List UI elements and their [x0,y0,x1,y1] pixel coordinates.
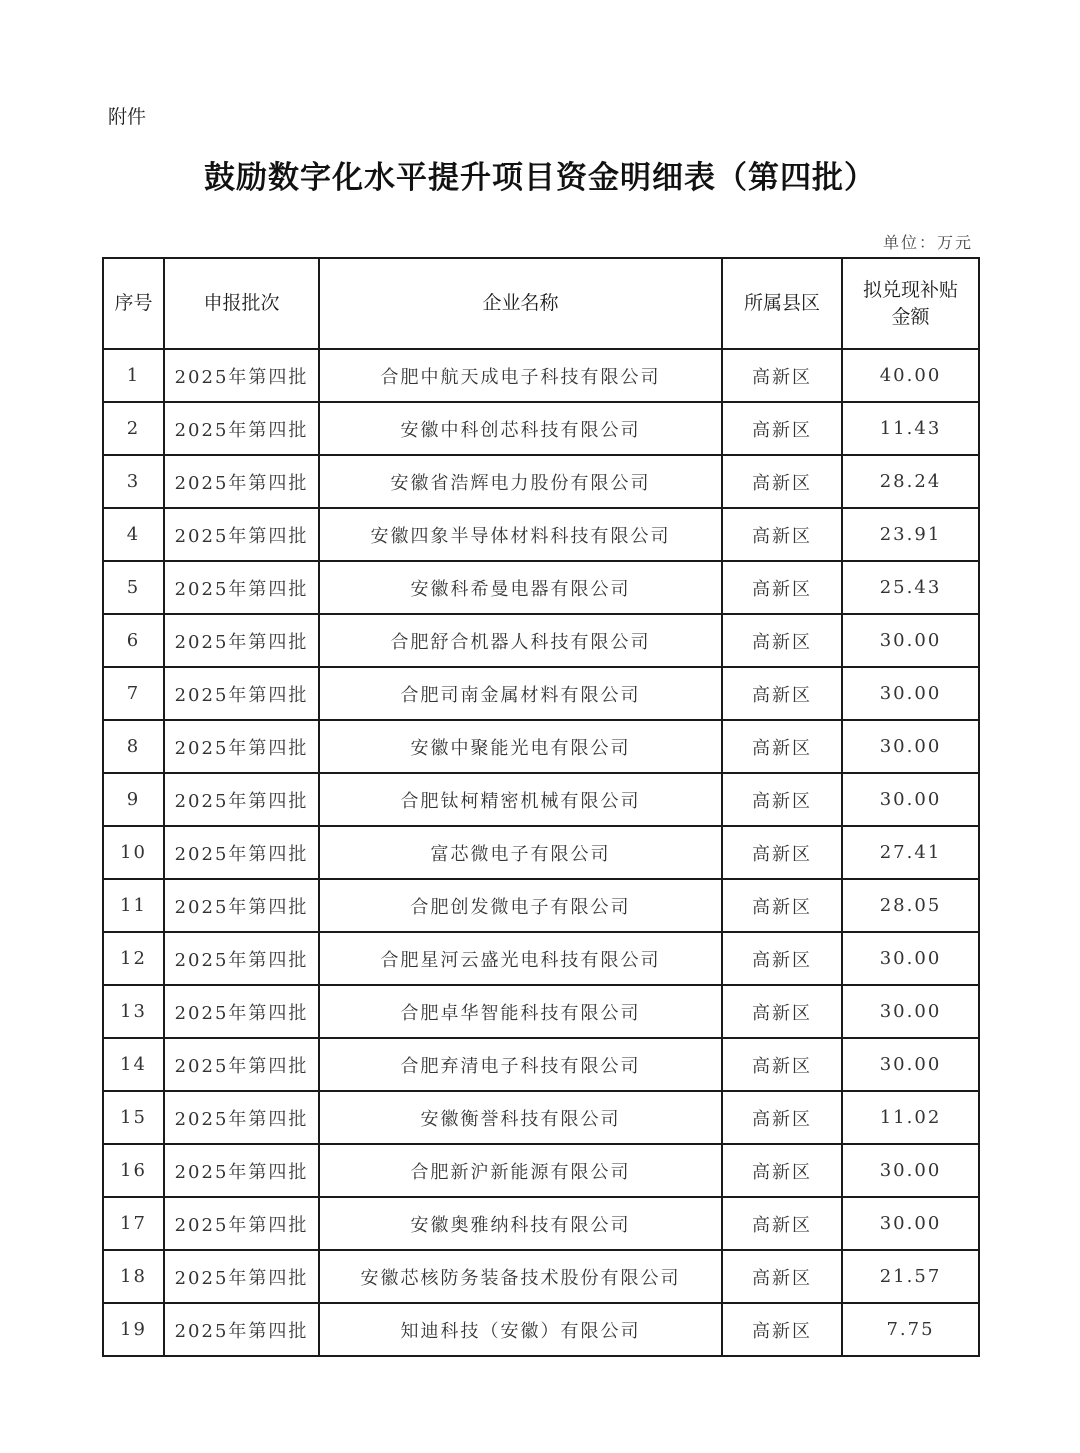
unit-label: 单位：万元 [882,233,973,252]
table-row [103,1303,979,1356]
cell-company: 富芯微电子有限公司 [319,826,722,879]
table-row [103,402,979,455]
table-row [103,985,979,1038]
cell-no: 9 [103,773,164,826]
cell-district: 高新区 [722,879,842,932]
cell-batch: 2025年第四批 [164,349,319,402]
cell-no: 18 [103,1250,164,1303]
funding-table [102,257,980,1357]
cell-batch: 2025年第四批 [164,1144,319,1197]
cell-amount: 30.00 [842,1038,979,1091]
cell-company: 安徽中科创芯科技有限公司 [319,402,722,455]
table-row [103,1038,979,1091]
cell-batch: 2025年第四批 [164,1197,319,1250]
cell-amount: 30.00 [842,932,979,985]
cell-company: 安徽芯核防务装备技术股份有限公司 [319,1250,722,1303]
table-row [103,720,979,773]
cell-no: 7 [103,667,164,720]
cell-batch: 2025年第四批 [164,826,319,879]
cell-district: 高新区 [722,1250,842,1303]
cell-company: 安徽中聚能光电有限公司 [319,720,722,773]
cell-amount: 27.41 [842,826,979,879]
header-company: 企业名称 [319,258,722,349]
cell-amount: 30.00 [842,1197,979,1250]
cell-batch: 2025年第四批 [164,508,319,561]
cell-batch: 2025年第四批 [164,720,319,773]
cell-amount: 30.00 [842,667,979,720]
cell-company: 安徽衡誉科技有限公司 [319,1091,722,1144]
cell-batch: 2025年第四批 [164,1303,319,1356]
cell-company: 合肥创发微电子有限公司 [319,879,722,932]
cell-district: 高新区 [722,826,842,879]
cell-batch: 2025年第四批 [164,561,319,614]
table-header-row [103,258,979,349]
cell-district: 高新区 [722,1303,842,1356]
table-body [103,349,979,1356]
table-row [103,1250,979,1303]
cell-no: 12 [103,932,164,985]
cell-amount: 21.57 [842,1250,979,1303]
cell-district: 高新区 [722,773,842,826]
cell-amount: 28.24 [842,455,979,508]
cell-batch: 2025年第四批 [164,1038,319,1091]
cell-no: 5 [103,561,164,614]
table-row [103,1144,979,1197]
cell-district: 高新区 [722,402,842,455]
cell-district: 高新区 [722,1091,842,1144]
cell-amount: 25.43 [842,561,979,614]
cell-district: 高新区 [722,1144,842,1197]
cell-amount: 30.00 [842,614,979,667]
cell-batch: 2025年第四批 [164,402,319,455]
cell-no: 14 [103,1038,164,1091]
cell-company: 合肥舒合机器人科技有限公司 [319,614,722,667]
cell-amount: 40.00 [842,349,979,402]
cell-no: 16 [103,1144,164,1197]
cell-company: 安徽奥雅纳科技有限公司 [319,1197,722,1250]
cell-no: 6 [103,614,164,667]
cell-no: 17 [103,1197,164,1250]
cell-company: 知迪科技（安徽）有限公司 [319,1303,722,1356]
cell-batch: 2025年第四批 [164,1250,319,1303]
table-row [103,1091,979,1144]
document-title: 鼓励数字化水平提升项目资金明细表（第四批） [204,160,876,196]
cell-amount: 28.05 [842,879,979,932]
cell-amount: 30.00 [842,773,979,826]
cell-no: 10 [103,826,164,879]
attachment-label: 附件 [108,106,147,128]
cell-company: 安徽省浩辉电力股份有限公司 [319,455,722,508]
table-row [103,561,979,614]
cell-no: 3 [103,455,164,508]
cell-no: 1 [103,349,164,402]
cell-amount: 30.00 [842,1144,979,1197]
cell-amount: 11.02 [842,1091,979,1144]
cell-no: 2 [103,402,164,455]
table-row [103,879,979,932]
cell-batch: 2025年第四批 [164,932,319,985]
cell-district: 高新区 [722,561,842,614]
table-row [103,932,979,985]
cell-district: 高新区 [722,1038,842,1091]
header-no: 序号 [103,258,164,349]
cell-district: 高新区 [722,614,842,667]
cell-amount: 7.75 [842,1303,979,1356]
cell-no: 15 [103,1091,164,1144]
cell-batch: 2025年第四批 [164,455,319,508]
table-row [103,455,979,508]
cell-district: 高新区 [722,455,842,508]
cell-company: 安徽四象半导体材料科技有限公司 [319,508,722,561]
header-batch: 申报批次 [164,258,319,349]
cell-batch: 2025年第四批 [164,667,319,720]
cell-district: 高新区 [722,720,842,773]
cell-company: 合肥星河云盛光电科技有限公司 [319,932,722,985]
cell-company: 合肥卓华智能科技有限公司 [319,985,722,1038]
cell-amount: 11.43 [842,402,979,455]
cell-batch: 2025年第四批 [164,985,319,1038]
cell-district: 高新区 [722,508,842,561]
cell-no: 11 [103,879,164,932]
cell-no: 4 [103,508,164,561]
table-row [103,667,979,720]
cell-amount: 30.00 [842,720,979,773]
cell-batch: 2025年第四批 [164,879,319,932]
cell-batch: 2025年第四批 [164,614,319,667]
cell-company: 合肥中航天成电子科技有限公司 [319,349,722,402]
cell-company: 合肥新沪新能源有限公司 [319,1144,722,1197]
table-row [103,349,979,402]
cell-no: 13 [103,985,164,1038]
cell-amount: 23.91 [842,508,979,561]
cell-district: 高新区 [722,349,842,402]
cell-district: 高新区 [722,1197,842,1250]
cell-batch: 2025年第四批 [164,1091,319,1144]
table-row [103,773,979,826]
table-row [103,508,979,561]
cell-amount: 30.00 [842,985,979,1038]
cell-district: 高新区 [722,667,842,720]
cell-district: 高新区 [722,932,842,985]
table-row [103,614,979,667]
header-amount: 拟兑现补贴金额 [842,258,979,349]
table-row [103,826,979,879]
cell-company: 合肥钛柯精密机械有限公司 [319,773,722,826]
cell-company: 安徽科希曼电器有限公司 [319,561,722,614]
cell-batch: 2025年第四批 [164,773,319,826]
table-row [103,1197,979,1250]
cell-district: 高新区 [722,985,842,1038]
cell-company: 合肥司南金属材料有限公司 [319,667,722,720]
cell-company: 合肥弃清电子科技有限公司 [319,1038,722,1091]
cell-no: 8 [103,720,164,773]
header-district: 所属县区 [722,258,842,349]
cell-no: 19 [103,1303,164,1356]
